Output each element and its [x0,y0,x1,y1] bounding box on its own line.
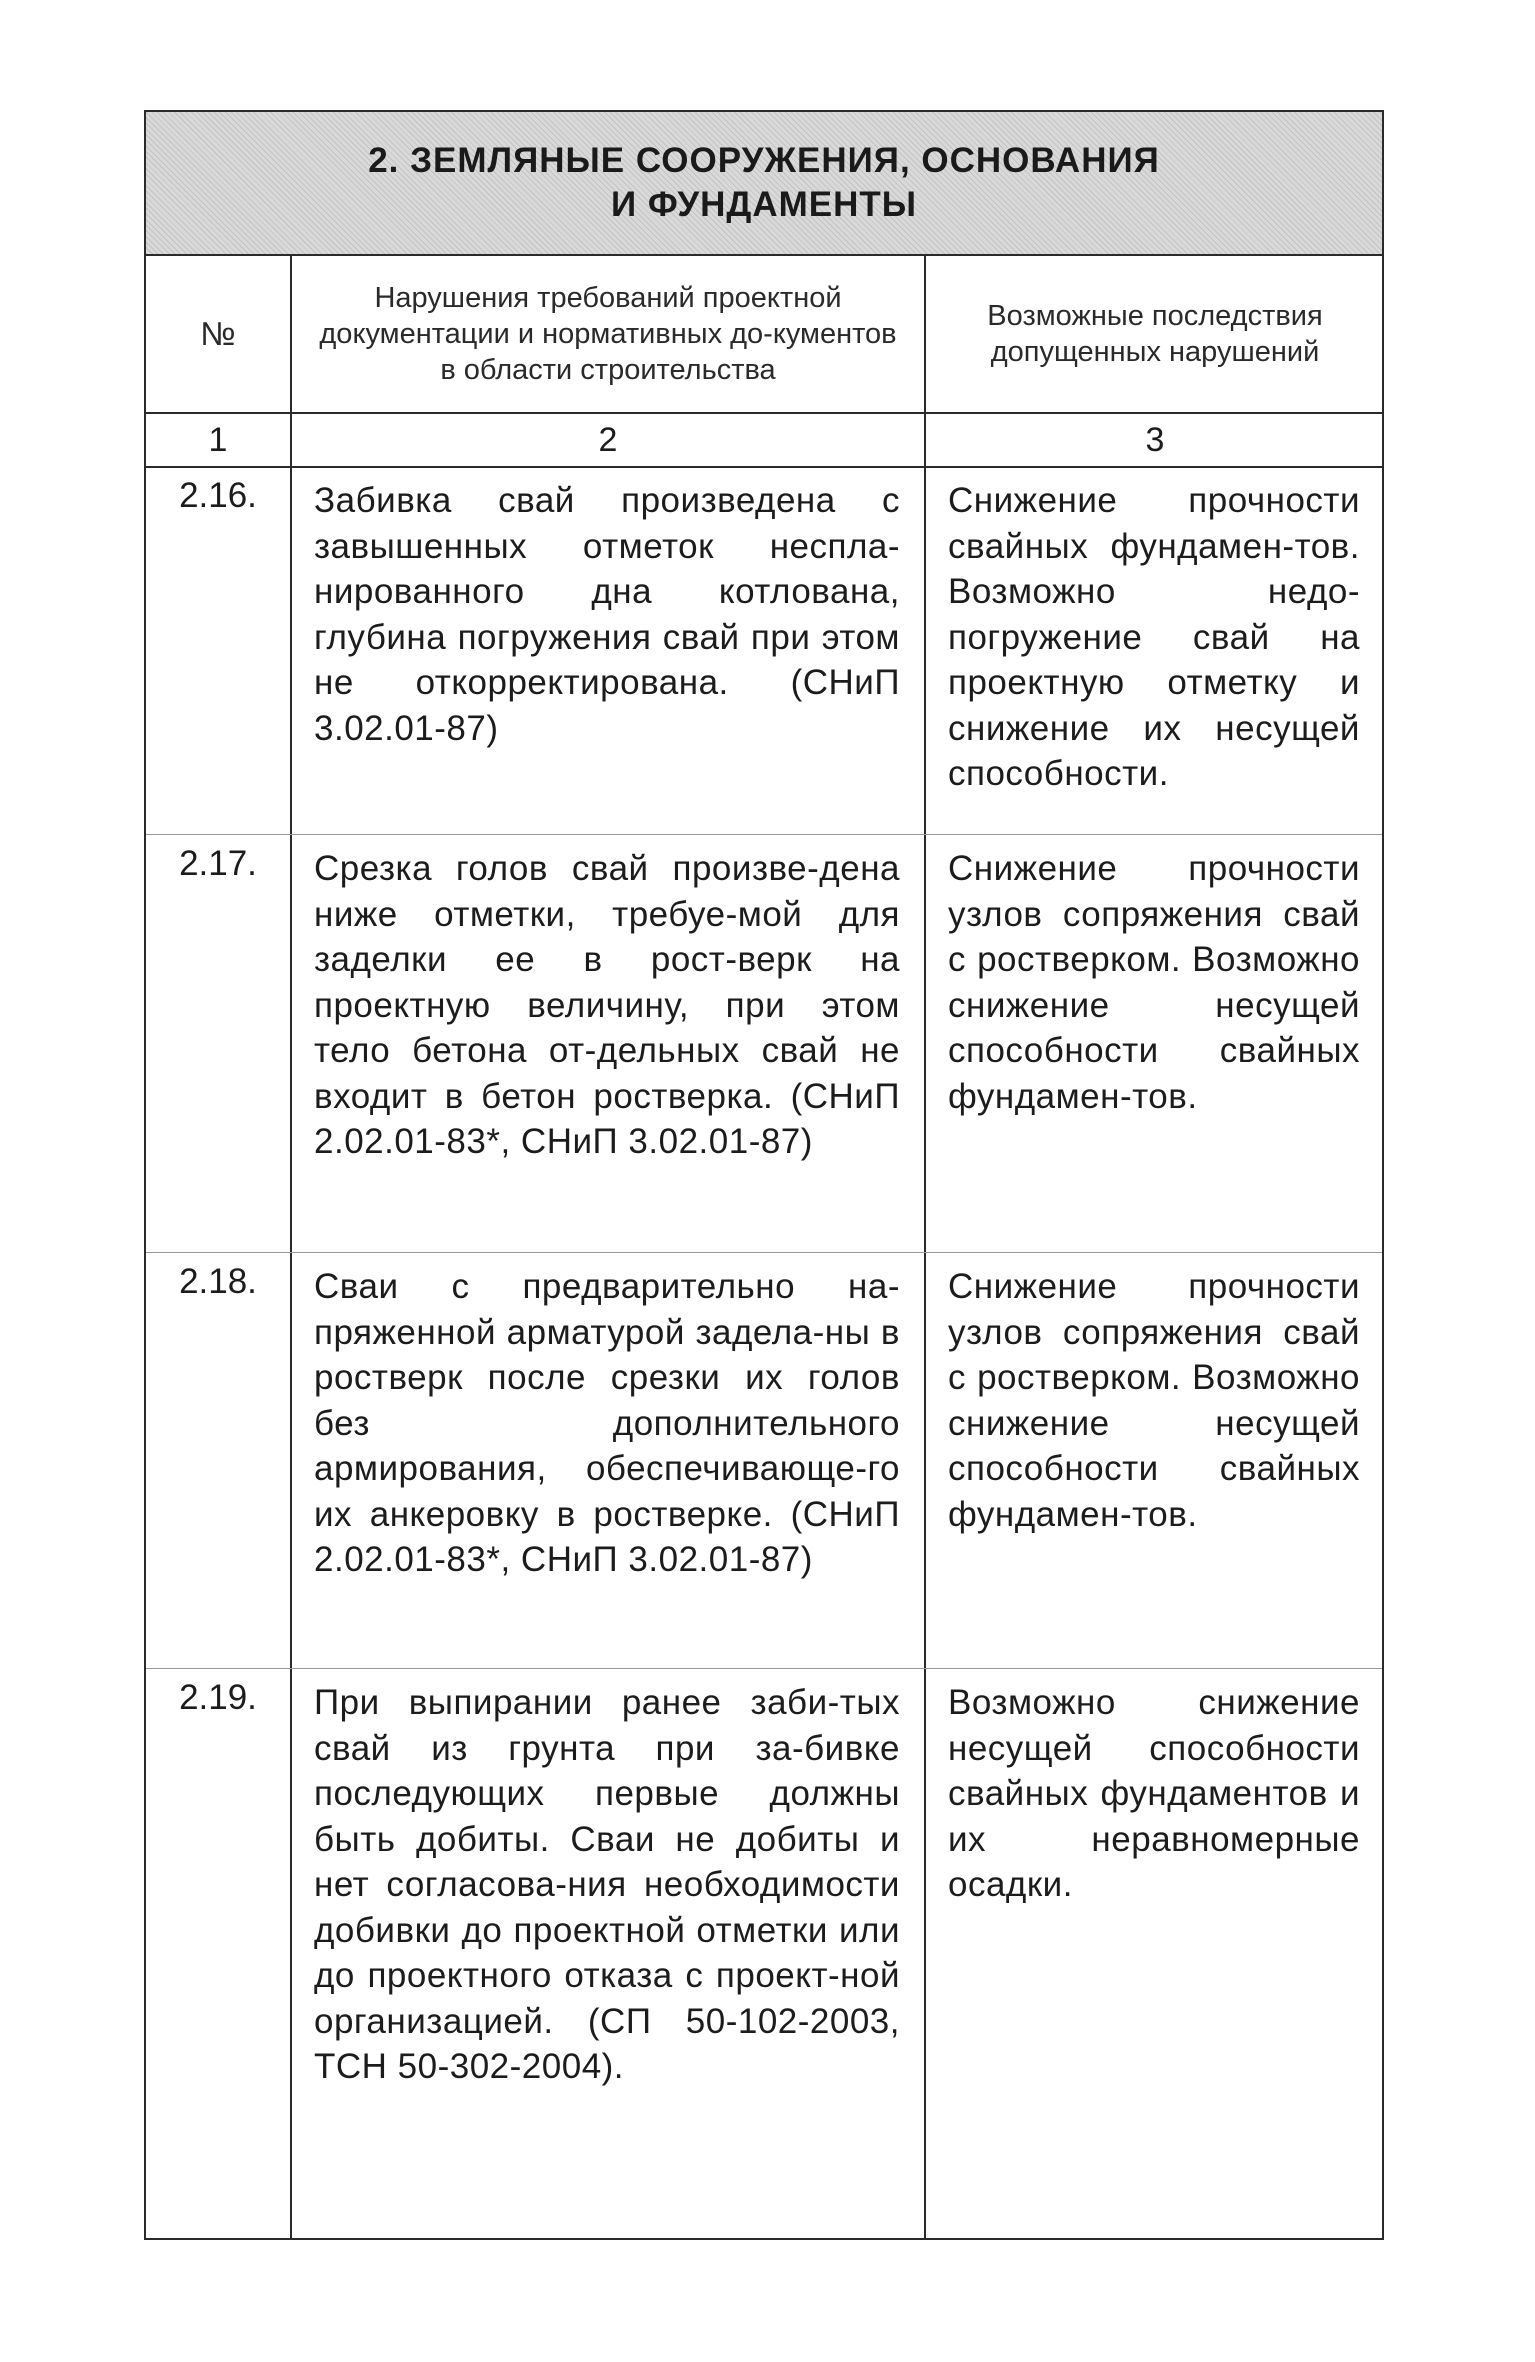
row-divider-2-18 [146,1252,1382,1253]
column-header-consequence: Возможные последствия допущенных нарушений [987,300,1323,368]
consequence-text: Снижение прочности узлов сопряжения свай с ростверком. Возможно снижение несущей способности свайных фундамен-тов. [948,849,1360,1116]
violation-text: Забивка свай произведена с завышенных отметок неспла-нированного дна котлована, глубина погружения свай при этом не откорректирована. (СНиП 3.02.01-87) [314,481,900,748]
section-title-line1: 2. ЗЕМЛЯНЫЕ СООРУЖЕНИЯ, ОСНОВАНИЯ [368,141,1160,180]
row-number: 2.16. [179,476,257,515]
section-title [146,112,1382,256]
consequence-text: Снижение прочности узлов сопряжения свай с ростверком. Возможно снижение несущей способности свайных фундамен-тов. [948,1267,1360,1534]
column-header-violation: Нарушения требований проектной документации и нормативных до-кументов в области строительства [319,282,897,386]
column-index-2: 2 [598,420,618,459]
violation-text: Сваи с предварительно на-пряженной арматурой задела-ны в ростверк после срезки их голов без дополнительного армирования, обеспечивающе-го их анкеровку в ростверке. (СНиП 2.02.01-83*, СНиП 3.02.01-87) [314,1267,900,1579]
row-divider-2-19 [146,1668,1382,1669]
consequence-text: Возможно снижение несущей способности свайных фундаментов и их неравномерные осадки. [948,1683,1360,1904]
section-title-line2: И ФУНДАМЕНТЫ [610,185,918,224]
violations-table [144,110,1384,2240]
consequence-text: Снижение прочности свайных фундамен-тов. Возможно недо-погружение свай на проектную отметку и снижение их несущей способности. [948,481,1360,793]
violation-text: Срезка голов свай произве-дена ниже отметки, требуе-мой для заделки ее в рост-верк на проектную величину, при этом тело бетона от-дельных свай не входит в бетон ростверка. (СНиП 2.02.01-83*, СНиП 3.02.01-87) [314,849,900,1161]
column-index-3: 3 [1145,420,1165,459]
row-divider-2-17 [146,834,1382,835]
column-header-number: № [200,315,236,352]
column-index-1: 1 [208,420,228,459]
row-number: 2.19. [179,1678,257,1717]
violation-text: При выпирании ранее заби-тых свай из грунта при за-бивке последующих первые должны быть добиты. Сваи не добиты и нет согласова-ния необходимости добивки до проектной отметки или до проектного отказа с проект-ной организацией. (СП 50-102-2003, ТСН 50-302-2004). [314,1683,900,2086]
row-number: 2.17. [179,844,257,883]
row-number: 2.18. [179,1262,257,1301]
